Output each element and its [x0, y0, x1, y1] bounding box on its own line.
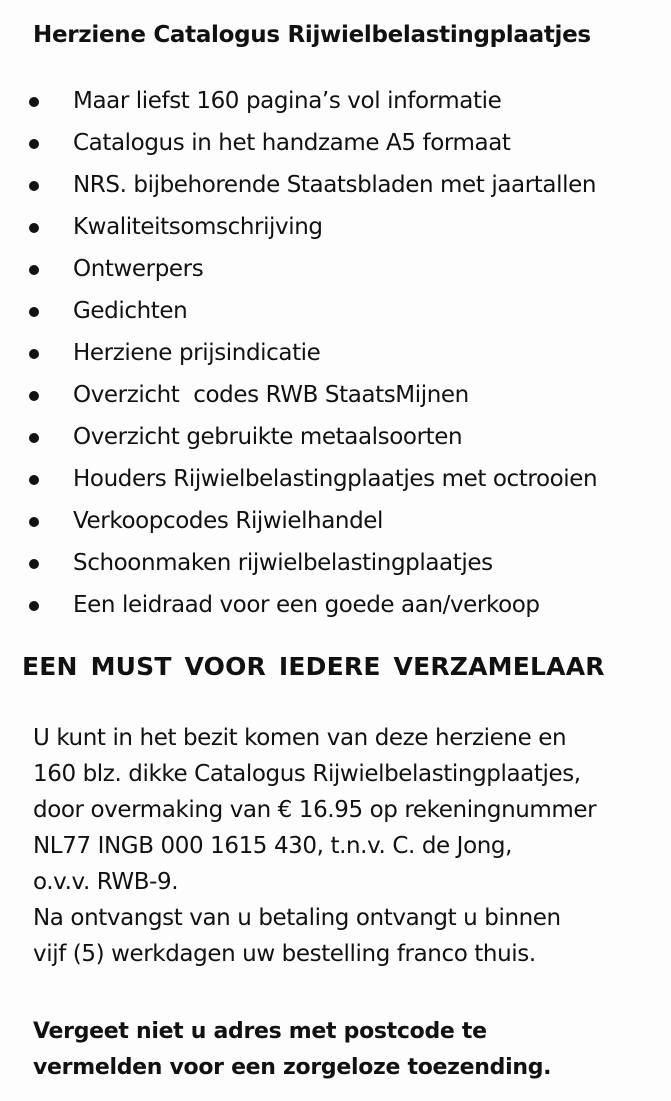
bullet-icon — [29, 139, 39, 149]
bullet-icon — [29, 265, 39, 275]
list-item — [0, 376, 671, 418]
list-item — [0, 418, 671, 460]
list-item-text: Een leidraad voor een goede aan/verkoop — [73, 592, 540, 618]
bullet-icon — [29, 433, 39, 443]
paragraph-line: o.v.v. RWB-9. — [33, 869, 179, 895]
list-item — [0, 502, 671, 544]
feature-list — [0, 82, 671, 628]
list-item-text: Herziene prijsindicatie — [73, 340, 321, 366]
bullet-icon — [29, 475, 39, 485]
list-item-text: Catalogus in het handzame A5 formaat — [73, 130, 511, 156]
list-item — [0, 82, 671, 124]
paragraph-line: door overmaking van € 16.95 op rekeningnummer — [33, 797, 597, 823]
bullet-icon — [29, 391, 39, 401]
footer-line: vermelden voor een zorgeloze toezending. — [33, 1055, 552, 1080]
list-item-text: Overzicht gebruikte metaalsoorten — [73, 424, 463, 450]
list-item-text: Maar liefst 160 pagina’s vol informatie — [73, 88, 502, 114]
footer-note — [33, 1014, 551, 1086]
list-item — [0, 460, 671, 502]
bullet-icon — [29, 97, 39, 107]
list-item — [0, 586, 671, 628]
bullet-icon — [29, 559, 39, 569]
list-item — [0, 334, 671, 376]
bullet-icon — [29, 601, 39, 611]
list-item-text: NRS. bijbehorende Staatsbladen met jaartallen — [73, 172, 596, 198]
list-item-text: Schoonmaken rijwielbelastingplaatjes — [73, 550, 493, 576]
flyer-title: Herziene Catalogus Rijwielbelastingplaatjes — [33, 22, 591, 48]
list-item-text: Verkoopcodes Rijwielhandel — [73, 508, 384, 534]
list-item-text: Kwaliteitsomschrijving — [73, 214, 323, 240]
bullet-icon — [29, 349, 39, 359]
list-item-text: Gedichten — [73, 298, 188, 324]
list-item-text: Ontwerpers — [73, 256, 204, 282]
list-item — [0, 544, 671, 586]
list-item-text: Houders Rijwielbelastingplaatjes met octrooien — [73, 466, 598, 492]
list-item — [0, 292, 671, 334]
must-heading: EEN MUST VOOR IEDERE VERZAMELAAR — [22, 652, 605, 681]
bullet-icon — [29, 307, 39, 317]
list-item-text: Overzicht codes RWB StaatsMijnen — [73, 382, 469, 408]
order-paragraph — [33, 720, 596, 972]
footer-line: Vergeet niet u adres met postcode te — [33, 1019, 487, 1044]
paragraph-line: vijf (5) werkdagen uw bestelling franco thuis. — [33, 941, 536, 967]
list-item — [0, 124, 671, 166]
list-item — [0, 166, 671, 208]
paragraph-line: Na ontvangst van u betaling ontvangt u binnen — [33, 905, 561, 931]
bullet-icon — [29, 517, 39, 527]
list-item — [0, 208, 671, 250]
paragraph-line: U kunt in het bezit komen van deze herziene en — [33, 725, 567, 751]
paragraph-line: NL77 INGB 000 1615 430, t.n.v. C. de Jong, — [33, 833, 513, 859]
list-item — [0, 250, 671, 292]
bullet-icon — [29, 181, 39, 191]
paragraph-line: 160 blz. dikke Catalogus Rijwielbelastingplaatjes, — [33, 761, 581, 787]
bullet-icon — [29, 223, 39, 233]
